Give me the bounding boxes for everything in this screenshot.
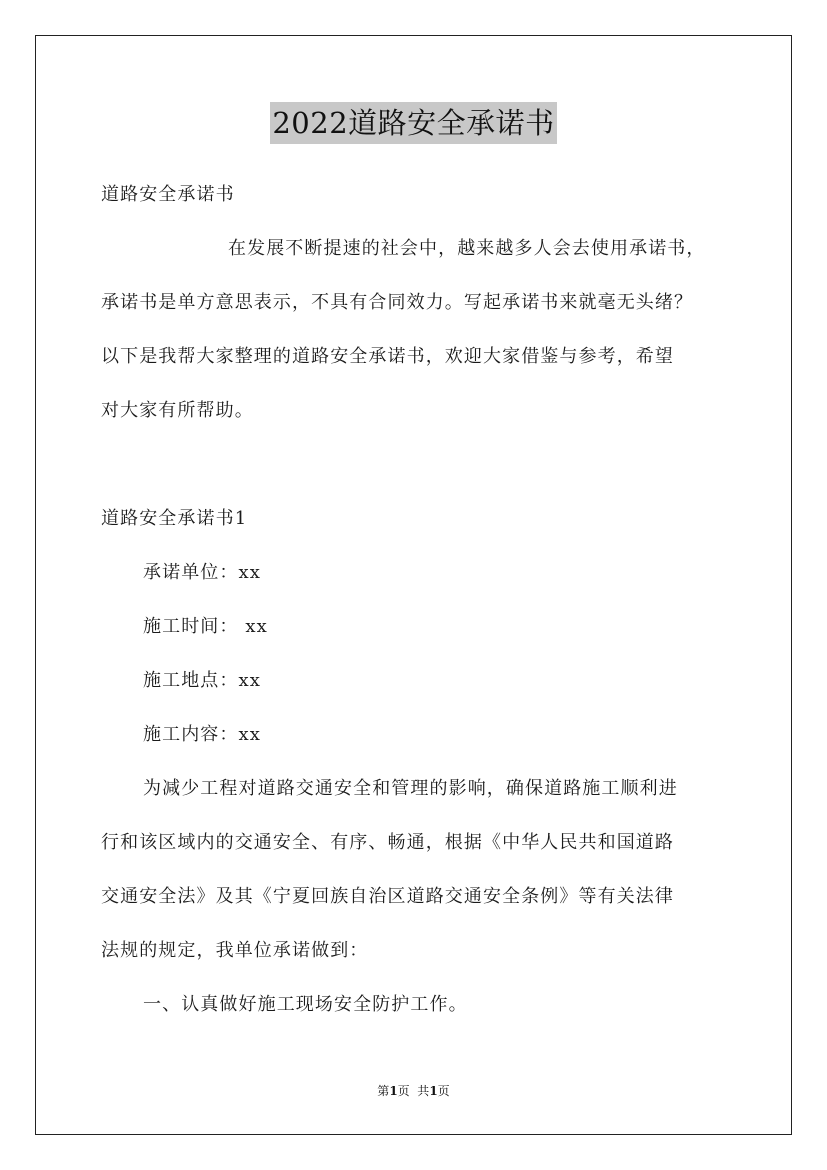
footer-page-total: 1 [429,1084,438,1098]
footer-page-prefix: 第 [377,1084,390,1098]
intro-line-1: 在发展不断提速的社会中，越来越多人会去使用承诺书， [228,238,706,259]
intro-line-3: 以下是我帮大家整理的道路安全承诺书，欢迎大家借鉴与参考，希望 [101,346,674,367]
page-footer [0,1083,827,1099]
field-construction-content: 施工内容：xx [143,724,262,745]
section1-heading: 道路安全承诺书1 [101,508,248,529]
item-1: 一、认真做好施工现场安全防护工作。 [143,994,468,1015]
intro-line-2: 承诺书是单方意思表示，不具有合同效力。写起承诺书来就毫无头绪？ [101,292,694,313]
footer-page-mid: 页 共 [397,1084,430,1098]
footer-page-number: 1 [389,1084,398,1098]
body-line-2: 行和该区域内的交通安全、有序、畅通，根据《中华人民共和国道路 [101,832,674,853]
body-line-3: 交通安全法》及其《宁夏回族自治区道路交通安全条例》等有关法律 [101,886,674,907]
field-commit-unit: 承诺单位：xx [143,562,262,583]
field-construction-time: 施工时间： xx [143,616,268,637]
body-line-4: 法规的规定，我单位承诺做到： [101,940,369,961]
document-title-text: 2022道路安全承诺书 [270,102,556,144]
subtitle: 道路安全承诺书 [101,184,235,205]
field-construction-location: 施工地点：xx [143,670,262,691]
intro-line-4: 对大家有所帮助。 [101,400,254,421]
body-line-1: 为减少工程对道路交通安全和管理的影响，确保道路施工顺利进 [143,778,678,799]
footer-page-suffix: 页 [437,1084,450,1098]
document-title [0,102,827,144]
